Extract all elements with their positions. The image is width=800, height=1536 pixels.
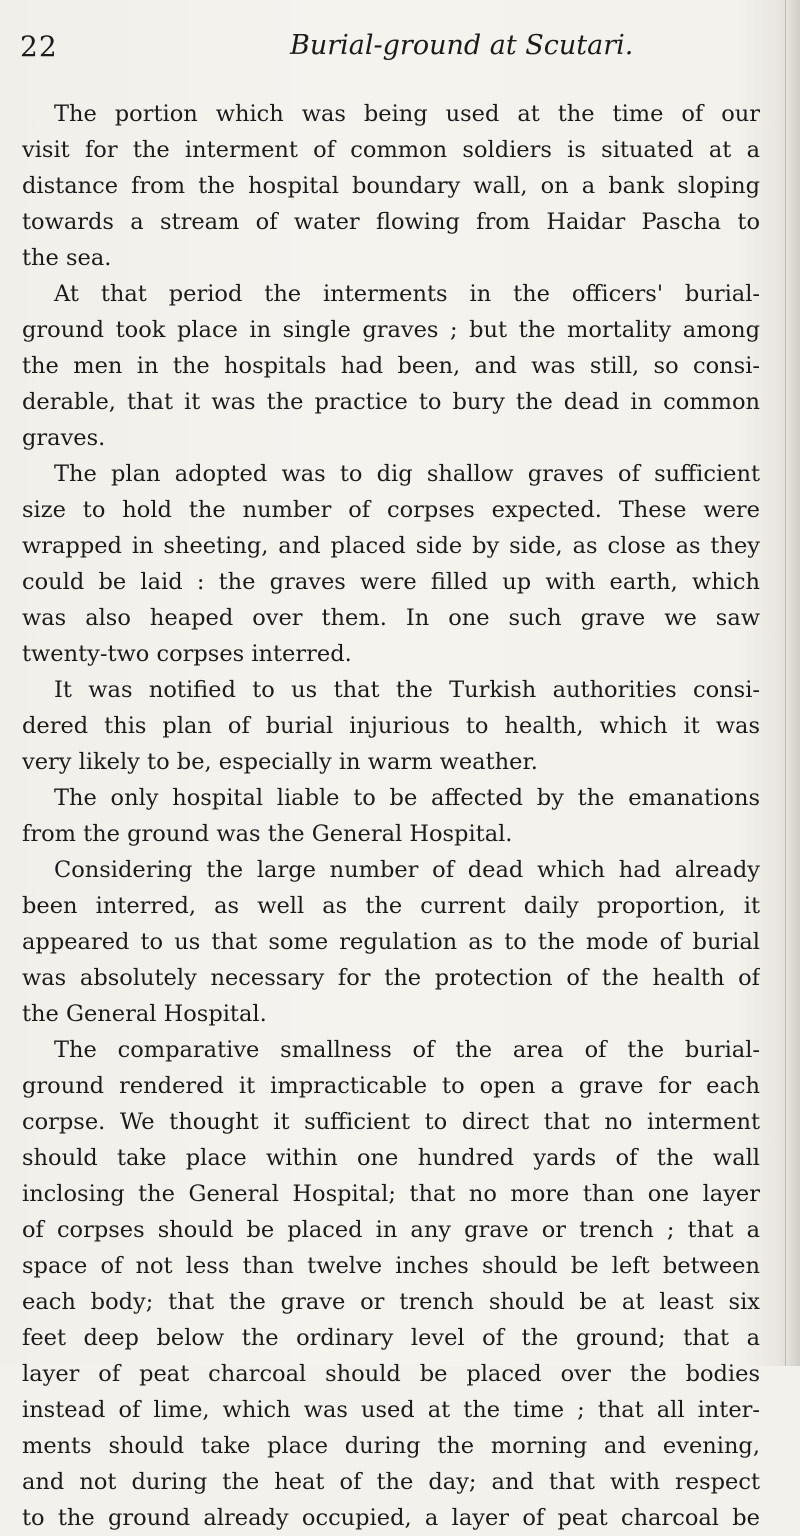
text-line: feet deep below the ordinary level of the ground; that a xyxy=(22,1325,760,1351)
text-line: ground took place in single graves ; but the mortality among xyxy=(22,317,760,343)
text-line: the men in the hospitals had been, and was still, so consi- xyxy=(22,353,760,379)
text-line: was also heaped over them. In one such grave we saw xyxy=(22,605,760,631)
text-line: appeared to us that some regulation as to the mode of burial xyxy=(22,929,760,955)
text-line: wrapped in sheeting, and placed side by side, as close as they xyxy=(22,533,760,559)
text-line: very likely to be, especially in warm weather. xyxy=(22,749,538,775)
text-line: distance from the hospital boundary wall, on a bank sloping xyxy=(22,173,760,199)
text-line: should take place within one hundred yards of the wall xyxy=(22,1145,760,1171)
text-line: derable, that it was the practice to bury the dead in common xyxy=(22,389,760,415)
text-line: could be laid : the graves were filled up with earth, which xyxy=(22,569,760,595)
text-line: to the ground already occupied, a layer of peat charcoal be xyxy=(22,1505,760,1531)
text-line: inclosing the General Hospital; that no more than one layer xyxy=(22,1181,760,1207)
page-header xyxy=(20,30,760,70)
text-line: The plan adopted was to dig shallow graves of sufficient xyxy=(54,461,760,487)
text-line: visit for the interment of common soldiers is situated at a xyxy=(22,137,760,163)
text-line: The portion which was being used at the time of our xyxy=(54,101,760,127)
text-line: the General Hospital. xyxy=(22,1001,267,1027)
text-line: towards a stream of water flowing from Haidar Pascha to xyxy=(22,209,760,235)
text-line: ground rendered it impracticable to open a grave for each xyxy=(22,1073,760,1099)
text-line: was absolutely necessary for the protection of the health of xyxy=(22,965,760,991)
running-title: Burial-ground at Scutari. xyxy=(290,30,634,61)
text-line: layer of peat charcoal should be placed over the bodies xyxy=(22,1361,760,1387)
page-number: 22 xyxy=(20,30,58,63)
text-line: It was notified to us that the Turkish authorities consi- xyxy=(54,677,760,703)
text-line: The comparative smallness of the area of the burial- xyxy=(54,1037,760,1063)
text-line: ments should take place during the morning and evening, xyxy=(22,1433,760,1459)
text-line: instead of lime, which was used at the time ; that all inter- xyxy=(22,1397,760,1423)
text-line: dered this plan of burial injurious to health, which it was xyxy=(22,713,760,739)
text-line: space of not less than twelve inches should be left between xyxy=(22,1253,760,1279)
text-line: the sea. xyxy=(22,245,112,271)
text-line: graves. xyxy=(22,425,106,451)
text-line: of corpses should be placed in any grave or trench ; that a xyxy=(22,1217,760,1243)
text-line: from the ground was the General Hospital. xyxy=(22,821,513,847)
text-line: Considering the large number of dead which had already xyxy=(54,857,760,883)
text-line: been interred, as well as the current daily proportion, it xyxy=(22,893,760,919)
text-line: size to hold the number of corpses expected. These were xyxy=(22,497,760,523)
text-line: twenty-two corpses interred. xyxy=(22,641,352,667)
body-text xyxy=(22,96,760,1536)
page-edge xyxy=(785,0,800,1366)
text-line: corpse. We thought it sufficient to direct that no interment xyxy=(22,1109,760,1135)
text-line: each body; that the grave or trench should be at least six xyxy=(22,1289,760,1315)
text-line: At that period the interments in the officers' burial- xyxy=(54,281,760,307)
text-line: and not during the heat of the day; and that with respect xyxy=(22,1469,760,1495)
text-line: The only hospital liable to be affected by the emanations xyxy=(54,785,760,811)
